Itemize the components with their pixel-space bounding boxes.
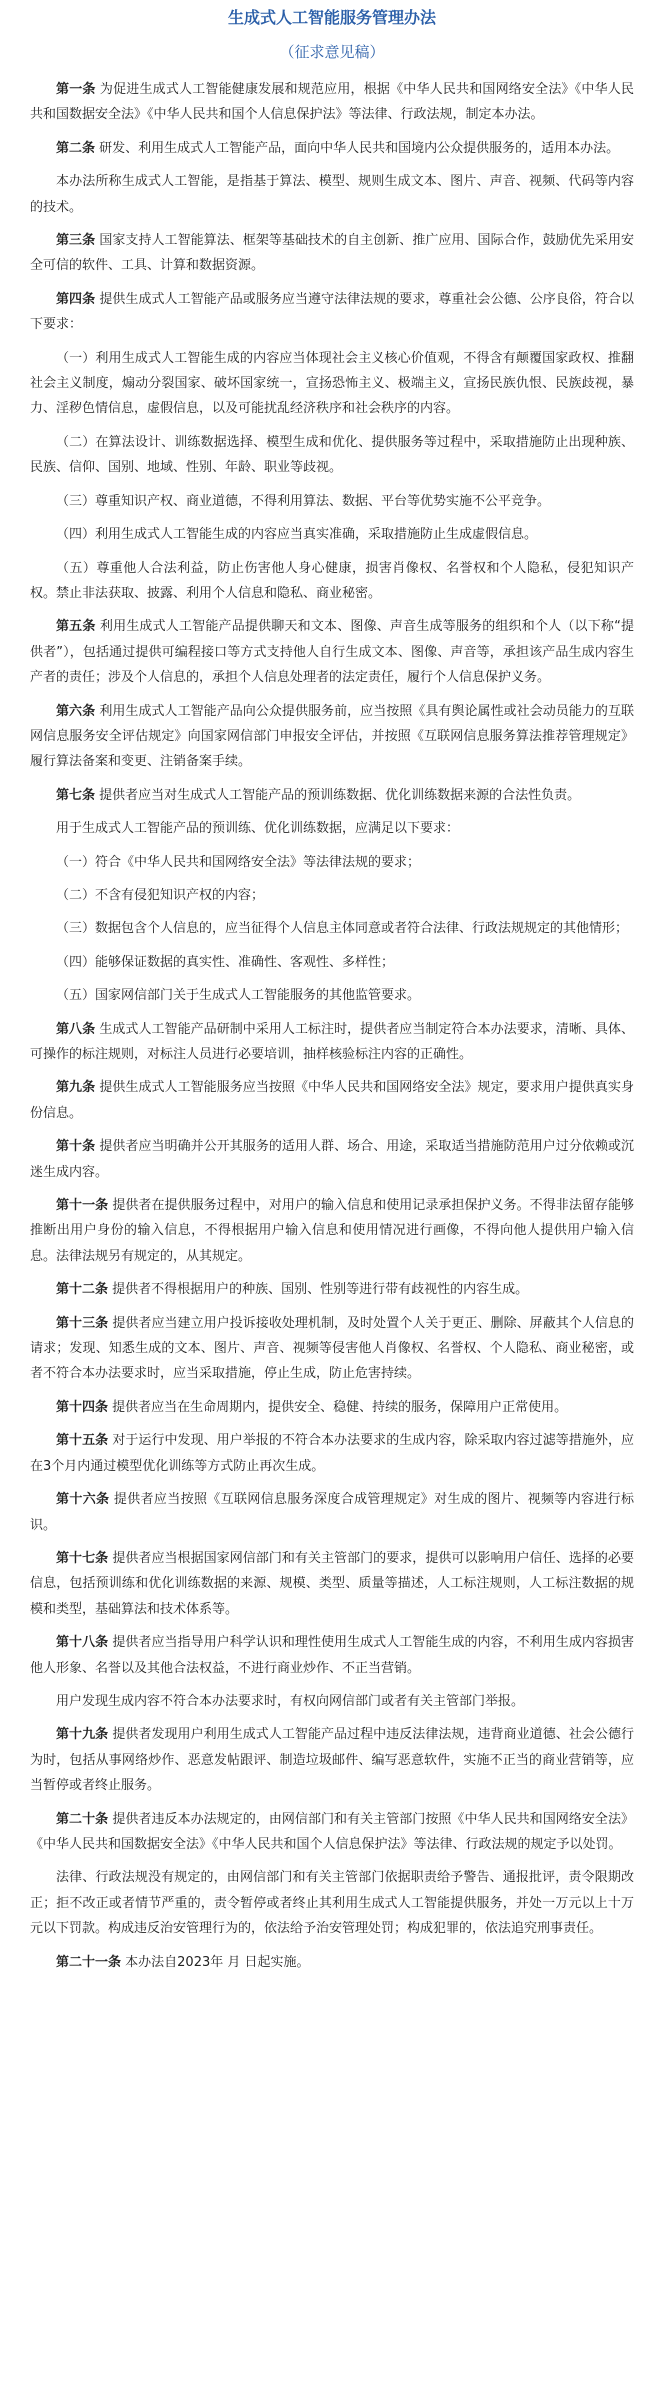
article-paragraph: [30, 699, 634, 775]
article-paragraph: [30, 883, 634, 908]
article-paragraph: [30, 489, 634, 514]
article-number: 第十七条: [56, 1550, 109, 1566]
article-paragraph: [30, 346, 634, 422]
article-text: 研发、利用生成式人工智能产品，面向中华人民共和国境内公众提供服务的，适用本办法。: [95, 140, 620, 156]
article-number: 第九条: [56, 1080, 96, 1096]
article-text: 提供生成式人工智能服务应当按照《中华人民共和国网络安全法》规定，要求用户提供真实身份信息。: [30, 1080, 634, 1121]
article-paragraph: [30, 228, 634, 279]
article-text: （三）尊重知识产权、商业道德，不得利用算法、数据、平台等优势实施不公平竞争。: [56, 493, 551, 509]
article-text: （一）利用生成式人工智能生成的内容应当体现社会主义核心价值观，不得含有颠覆国家政权、推翻社会主义制度，煽动分裂国家、破坏国家统一，宣扬恐怖主义、极端主义，宣扬民族仇恨、民族歧视，暴力、淫秽色情信息，虚假信息，以及可能扰乱经济秩序和社会秩序的内容。: [30, 350, 634, 417]
article-text: （四）能够保证数据的真实性、准确性、客观性、多样性；: [56, 954, 395, 970]
article-paragraph: [30, 1311, 634, 1387]
article-paragraph: [30, 1193, 634, 1269]
article-paragraph: [30, 1689, 634, 1714]
article-paragraph: [30, 430, 634, 481]
article-number: 第十五条: [56, 1433, 109, 1449]
article-paragraph: [30, 1546, 634, 1622]
article-text: 提供者应当对生成式人工智能产品的预训练数据、优化训练数据来源的合法性负责。: [95, 787, 581, 803]
article-paragraph: [30, 1865, 634, 1941]
article-number: 第十九条: [56, 1727, 109, 1743]
article-number: 第十八条: [56, 1635, 109, 1651]
article-text: （四）利用生成式人工智能生成的内容应当真实准确，采取措施防止生成虚假信息。: [56, 527, 538, 543]
article-text: 国家支持人工智能算法、框架等基础技术的自主创新、推广应用、国际合作，鼓励优先采用安全可信的软件、工具、计算和数据资源。: [30, 233, 634, 274]
article-number: 第二十条: [56, 1811, 109, 1827]
article-text: 提供者发现用户利用生成式人工智能产品过程中违反法律法规，违背商业道德、社会公德行为时，包括从事网络炒作、恶意发帖跟评、制造垃圾邮件、编写恶意软件，实施不正当的商业营销等，应当暂停或者终止服务。: [30, 1727, 634, 1794]
article-paragraph: [30, 522, 634, 547]
article-text: 提供者违反本办法规定的，由网信部门和有关主管部门按照《中华人民共和国网络安全法》《中华人民共和国数据安全法》《中华人民共和国个人信息保护法》等法律、行政法规的规定予以处罚。: [30, 1811, 634, 1852]
article-number: 第十一条: [56, 1198, 109, 1214]
article-text: （五）尊重他人合法利益，防止伤害他人身心健康，损害肖像权、名誉权和个人隐私，侵犯知识产权。禁止非法获取、披露、利用个人信息和隐私、商业秘密。: [30, 560, 634, 601]
article-paragraph: [30, 1075, 634, 1126]
article-paragraph: [30, 1722, 634, 1798]
article-paragraph: [30, 1630, 634, 1681]
article-text: 本办法所称生成式人工智能，是指基于算法、模型、规则生成文本、图片、声音、视频、代码等内容的技术。: [30, 174, 634, 215]
article-text: 提供生成式人工智能产品或服务应当遵守法律法规的要求，尊重社会公德、公序良俗，符合以下要求：: [30, 291, 634, 333]
article-paragraph: [30, 77, 634, 128]
article-paragraph: [30, 916, 634, 941]
article-text: 提供者应当指导用户科学认识和理性使用生成式人工智能生成的内容，不利用生成内容损害他人形象、名誉以及其他合法权益，不进行商业炒作、不正当营销。: [30, 1635, 634, 1676]
article-number: 第八条: [56, 1021, 96, 1037]
article-number: 第二条: [56, 140, 96, 156]
article-text: 本办法自2023年 月 日起实施。: [121, 1954, 310, 1970]
article-paragraph: [30, 983, 634, 1008]
article-paragraph: [30, 1950, 634, 1975]
article-text: 用于生成式人工智能产品的预训练、优化训练数据，应满足以下要求：: [56, 821, 460, 837]
article-number: 第三条: [56, 233, 96, 249]
article-text: 对于运行中发现、用户举报的不符合本办法要求的生成内容，除采取内容过滤等措施外，应在3个月内通过模型优化训练等方式防止再次生成。: [30, 1433, 634, 1474]
article-text: 提供者应当建立用户投诉接收处理机制，及时处置个人关于更正、删除、屏蔽其个人信息的请求；发现、知悉生成的文本、图片、声音、视频等侵害他人肖像权、名誉权、个人隐私、商业秘密，或者不符合本办法要求时，应当采取措施，停止生成，防止危害持续。: [30, 1315, 634, 1382]
article-paragraph: [30, 614, 634, 690]
article-paragraph: [30, 1277, 634, 1302]
document-subtitle: （征求意见稿）: [279, 43, 385, 61]
article-text: 利用生成式人工智能产品提供聊天和文本、图像、声音生成等服务的组织和个人（以下称“提供者”），包括通过提供可编程接口等方式支持他人自行生成文本、图像、声音等，承担该产品生成内容生产者的责任；涉及个人信息的，承担个人信息处理者的法定责任，履行个人信息保护义务。: [30, 619, 634, 686]
article-text: 提供者不得根据用户的种族、国别、性别等进行带有歧视性的内容生成。: [108, 1282, 529, 1298]
article-paragraph: [30, 1134, 634, 1185]
article-text: （二）在算法设计、训练数据选择、模型生成和优化、提供服务等过程中，采取措施防止出现种族、民族、信仰、国别、地域、性别、年龄、职业等歧视。: [30, 434, 634, 476]
article-paragraph: [30, 1017, 634, 1068]
article-number: 第七条: [56, 787, 96, 803]
article-text: （一）符合《中华人民共和国网络安全法》等法律法规的要求；: [56, 854, 421, 870]
article-paragraph: [30, 816, 634, 841]
article-text: 提供者在提供服务过程中，对用户的输入信息和使用记录承担保护义务。不得非法留存能够推断出用户身份的输入信息，不得根据用户输入信息和使用情况进行画像，不得向他人提供用户输入信息。法律法规另有规定的，从其规定。: [30, 1198, 634, 1264]
article-number: 第四条: [56, 291, 96, 307]
article-text: 提供者应当按照《互联网信息服务深度合成管理规定》对生成的图片、视频等内容进行标识。: [30, 1492, 634, 1533]
document-title: 生成式人工智能服务管理办法: [227, 8, 436, 27]
article-text: 利用生成式人工智能产品向公众提供服务前，应当按照《具有舆论属性或社会动员能力的互联网信息服务安全评估规定》向国家网信部门申报安全评估，并按照《互联网信息服务算法推荐管理规定》履行算法备案和变更、注销备案手续。: [30, 703, 634, 770]
article-number: 第十三条: [56, 1315, 109, 1331]
article-paragraph: [30, 169, 634, 220]
article-text: （五）国家网信部门关于生成式人工智能服务的其他监管要求。: [56, 988, 421, 1004]
article-number: 第二十一条: [56, 1954, 122, 1970]
article-text: 法律、行政法规没有规定的，由网信部门和有关主管部门依据职责给予警告、通报批评，责令限期改正；拒不改正或者情节严重的，责令暂停或者终止其利用生成式人工智能提供服务，并处一万元以上十万元以下罚款。构成违反治安管理行为的，依法给予治安管理处罚；构成犯罪的，依法追究刑事责任。: [30, 1870, 634, 1937]
article-paragraph: [30, 136, 634, 161]
article-text: 用户发现生成内容不符合本办法要求时，有权向网信部门或者有关主管部门举报。: [56, 1693, 525, 1709]
article-paragraph: [30, 1807, 634, 1858]
article-text: 为促进生成式人工智能健康发展和规范应用，根据《中华人民共和国网络安全法》《中华人民共和国数据安全法》《中华人民共和国个人信息保护法》等法律、行政法规，制定本办法。: [30, 82, 634, 123]
article-number: 第十四条: [56, 1399, 109, 1415]
article-paragraph: [30, 1428, 634, 1479]
article-number: 第五条: [56, 619, 96, 635]
document-body: [30, 77, 634, 1975]
article-paragraph: [30, 1487, 634, 1538]
article-number: 第六条: [56, 703, 96, 719]
article-number: 第十六条: [56, 1492, 110, 1508]
article-paragraph: [30, 556, 634, 607]
article-text: （二）不含有侵犯知识产权的内容；: [56, 887, 265, 903]
article-text: 提供者应当根据国家网信部门和有关主管部门的要求，提供可以影响用户信任、选择的必要信息，包括预训练和优化训练数据的来源、规模、类型、质量等描述，人工标注规则，人工标注数据的规模和类型，基础算法和技术体系等。: [30, 1550, 634, 1617]
article-text: 提供者应当明确并公开其服务的适用人群、场合、用途，采取适当措施防范用户过分依赖或沉迷生成内容。: [30, 1139, 634, 1180]
article-text: 提供者应当在生命周期内，提供安全、稳健、持续的服务，保障用户正常使用。: [108, 1399, 568, 1415]
article-paragraph: [30, 783, 634, 808]
article-paragraph: [30, 287, 634, 338]
article-paragraph: [30, 1395, 634, 1420]
article-number: 第十条: [56, 1139, 96, 1155]
article-paragraph: [30, 850, 634, 875]
article-number: 第十二条: [56, 1282, 109, 1298]
article-text: （三）数据包含个人信息的，应当征得个人信息主体同意或者符合法律、行政法规规定的其他情形；: [56, 921, 629, 937]
article-text: 生成式人工智能产品研制中采用人工标注时，提供者应当制定符合本办法要求，清晰、具体、可操作的标注规则，对标注人员进行必要培训，抽样核验标注内容的正确性。: [30, 1021, 634, 1062]
article-paragraph: [30, 950, 634, 975]
article-number: 第一条: [56, 82, 96, 97]
